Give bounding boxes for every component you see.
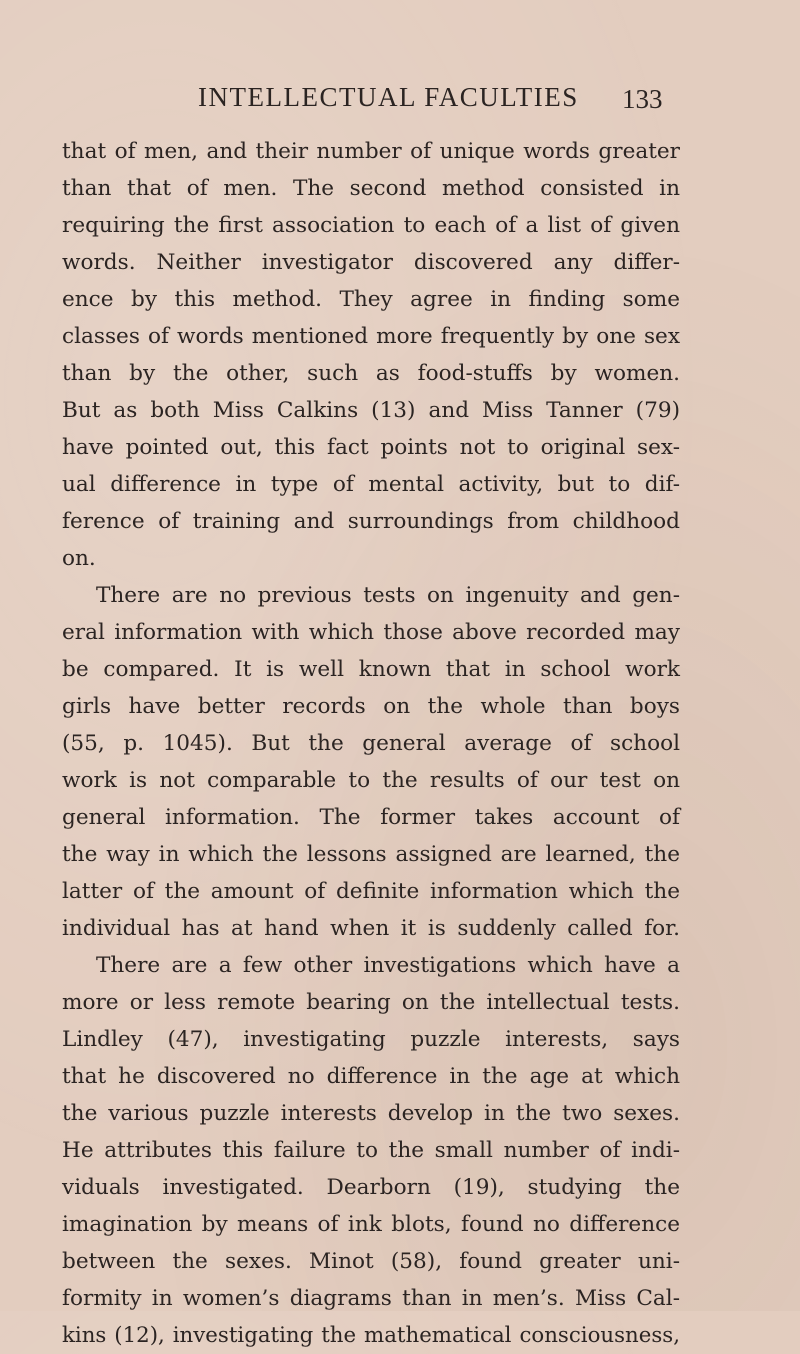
text-line: work is not comparable to the results of our test on bbox=[62, 768, 680, 793]
text-line: have pointed out, this fact points not to original sex- bbox=[62, 435, 680, 460]
text-line: But as both Miss Calkins (13) and Miss Tanner (79) bbox=[62, 398, 680, 423]
running-title: INTELLECTUAL FACULTIES bbox=[198, 82, 579, 112]
running-head bbox=[0, 82, 800, 122]
text-line: ference of training and surroundings from childhood bbox=[62, 509, 680, 534]
text-line: He attributes this failure to the small number of indi- bbox=[62, 1138, 680, 1163]
text-line: more or less remote bearing on the intellectual tests. bbox=[62, 990, 680, 1015]
text-line: the various puzzle interests develop in the two sexes. bbox=[62, 1101, 680, 1126]
text-line: on. bbox=[62, 546, 96, 571]
text-line: viduals investigated. Dearborn (19), studying the bbox=[62, 1175, 680, 1200]
text-line: general information. The former takes account of bbox=[62, 805, 680, 830]
body-text bbox=[62, 133, 680, 1354]
page-number: 133 bbox=[622, 84, 663, 114]
paragraph-start-line: There are no previous tests on ingenuity and gen- bbox=[96, 583, 680, 608]
text-line: kins (12), investigating the mathematical consciousness, bbox=[62, 1323, 680, 1348]
text-line: girls have better records on the whole than boys bbox=[62, 694, 680, 719]
text-line: the way in which the lessons assigned are learned, the bbox=[62, 842, 680, 867]
text-line: ual difference in type of mental activity, but to dif- bbox=[62, 472, 680, 497]
text-line: classes of words mentioned more frequently by one sex bbox=[62, 324, 680, 349]
text-line: Lindley (47), investigating puzzle interests, says bbox=[62, 1027, 680, 1052]
text-line: between the sexes. Minot (58), found greater uni- bbox=[62, 1249, 680, 1274]
text-line: (55, p. 1045). But the general average of school bbox=[62, 731, 680, 756]
text-line: ence by this method. They agree in finding some bbox=[62, 287, 680, 312]
text-line: individual has at hand when it is suddenly called for. bbox=[62, 916, 680, 941]
text-line: words. Neither investigator discovered any differ- bbox=[62, 250, 680, 275]
text-line: that he discovered no difference in the age at which bbox=[62, 1064, 680, 1089]
text-line: imagination by means of ink blots, found no difference bbox=[62, 1212, 680, 1237]
text-line: than by the other, such as food-stuffs by women. bbox=[62, 361, 680, 386]
text-line: that of men, and their number of unique words greater bbox=[62, 139, 680, 164]
paragraph-start-line: There are a few other investigations which have a bbox=[96, 953, 680, 978]
text-line: latter of the amount of definite information which the bbox=[62, 879, 680, 904]
text-line: be compared. It is well known that in school work bbox=[62, 657, 680, 682]
text-line: eral information with which those above recorded may bbox=[62, 620, 680, 645]
text-line: than that of men. The second method consisted in bbox=[62, 176, 680, 201]
text-line: formity in women’s diagrams than in men’s. Miss Cal- bbox=[62, 1286, 680, 1311]
text-line: requiring the first association to each of a list of given bbox=[62, 213, 680, 238]
